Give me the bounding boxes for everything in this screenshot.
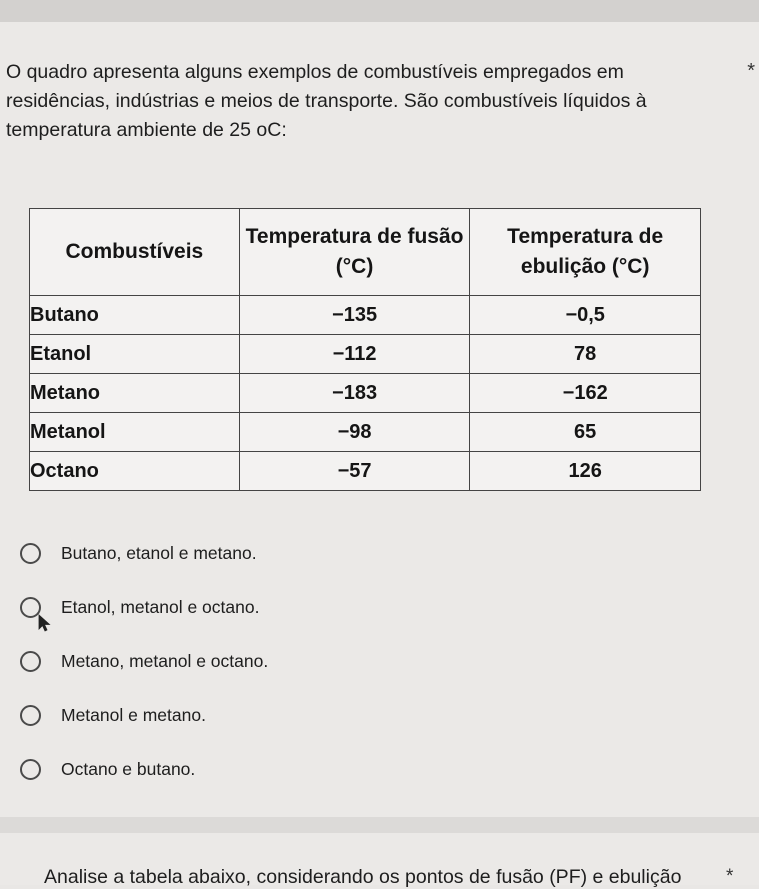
radio-circle-icon[interactable] [20, 705, 41, 726]
header-boiling-temp: Temperatura de ebulição (°C) [470, 209, 701, 296]
fusion-value: −57 [239, 452, 470, 491]
answer-options [20, 526, 720, 796]
table-row [30, 452, 701, 491]
table-header-row [30, 209, 701, 296]
option-1[interactable] [20, 526, 720, 580]
fusion-value: −183 [239, 374, 470, 413]
next-question-text: Analise a tabela abaixo, considerando os pontos de fusão (PF) e ebulição [44, 866, 682, 888]
header-fusion-temp: Temperatura de fusão (°C) [239, 209, 470, 296]
fuel-name: Metano [30, 374, 240, 413]
boiling-value: 126 [470, 452, 701, 491]
section-divider [0, 817, 759, 833]
option-3[interactable] [20, 634, 720, 688]
option-5[interactable] [20, 742, 720, 796]
required-mark: * [726, 866, 734, 887]
option-label: Etanol, metanol e octano. [61, 596, 260, 617]
table-row [30, 335, 701, 374]
option-label: Butano, etanol e metano. [61, 542, 257, 563]
mouse-pointer-icon [38, 614, 52, 632]
fuel-name: Butano [30, 296, 240, 335]
header-fuels: Combustíveis [30, 209, 240, 296]
fusion-value: −98 [239, 413, 470, 452]
table-row [30, 296, 701, 335]
question-text: O quadro apresenta alguns exemplos de combustíveis empregados em residências, indústrias e meios de transporte. São combustíveis líquidos à temperatura ambiente de 25 oC: [6, 61, 647, 141]
table-row [30, 374, 701, 413]
table-row [30, 413, 701, 452]
option-4[interactable] [20, 688, 720, 742]
fuel-name: Etanol [30, 335, 240, 374]
option-label: Metanol e metano. [61, 704, 206, 725]
option-2[interactable] [20, 580, 720, 634]
fuel-name: Metanol [30, 413, 240, 452]
radio-circle-icon[interactable] [20, 651, 41, 672]
required-mark: * [747, 60, 755, 82]
option-label: Octano e butano. [61, 758, 196, 779]
boiling-value: 65 [470, 413, 701, 452]
fusion-value: −112 [239, 335, 470, 374]
radio-circle-icon[interactable] [20, 759, 41, 780]
boiling-value: −0,5 [470, 296, 701, 335]
option-label: Metano, metanol e octano. [61, 650, 269, 671]
fuel-name: Octano [30, 452, 240, 491]
radio-circle-icon[interactable] [20, 543, 41, 564]
fusion-value: −135 [239, 296, 470, 335]
boiling-value: −162 [470, 374, 701, 413]
fuel-table [29, 208, 701, 491]
top-strip [0, 0, 759, 23]
boiling-value: 78 [470, 335, 701, 374]
